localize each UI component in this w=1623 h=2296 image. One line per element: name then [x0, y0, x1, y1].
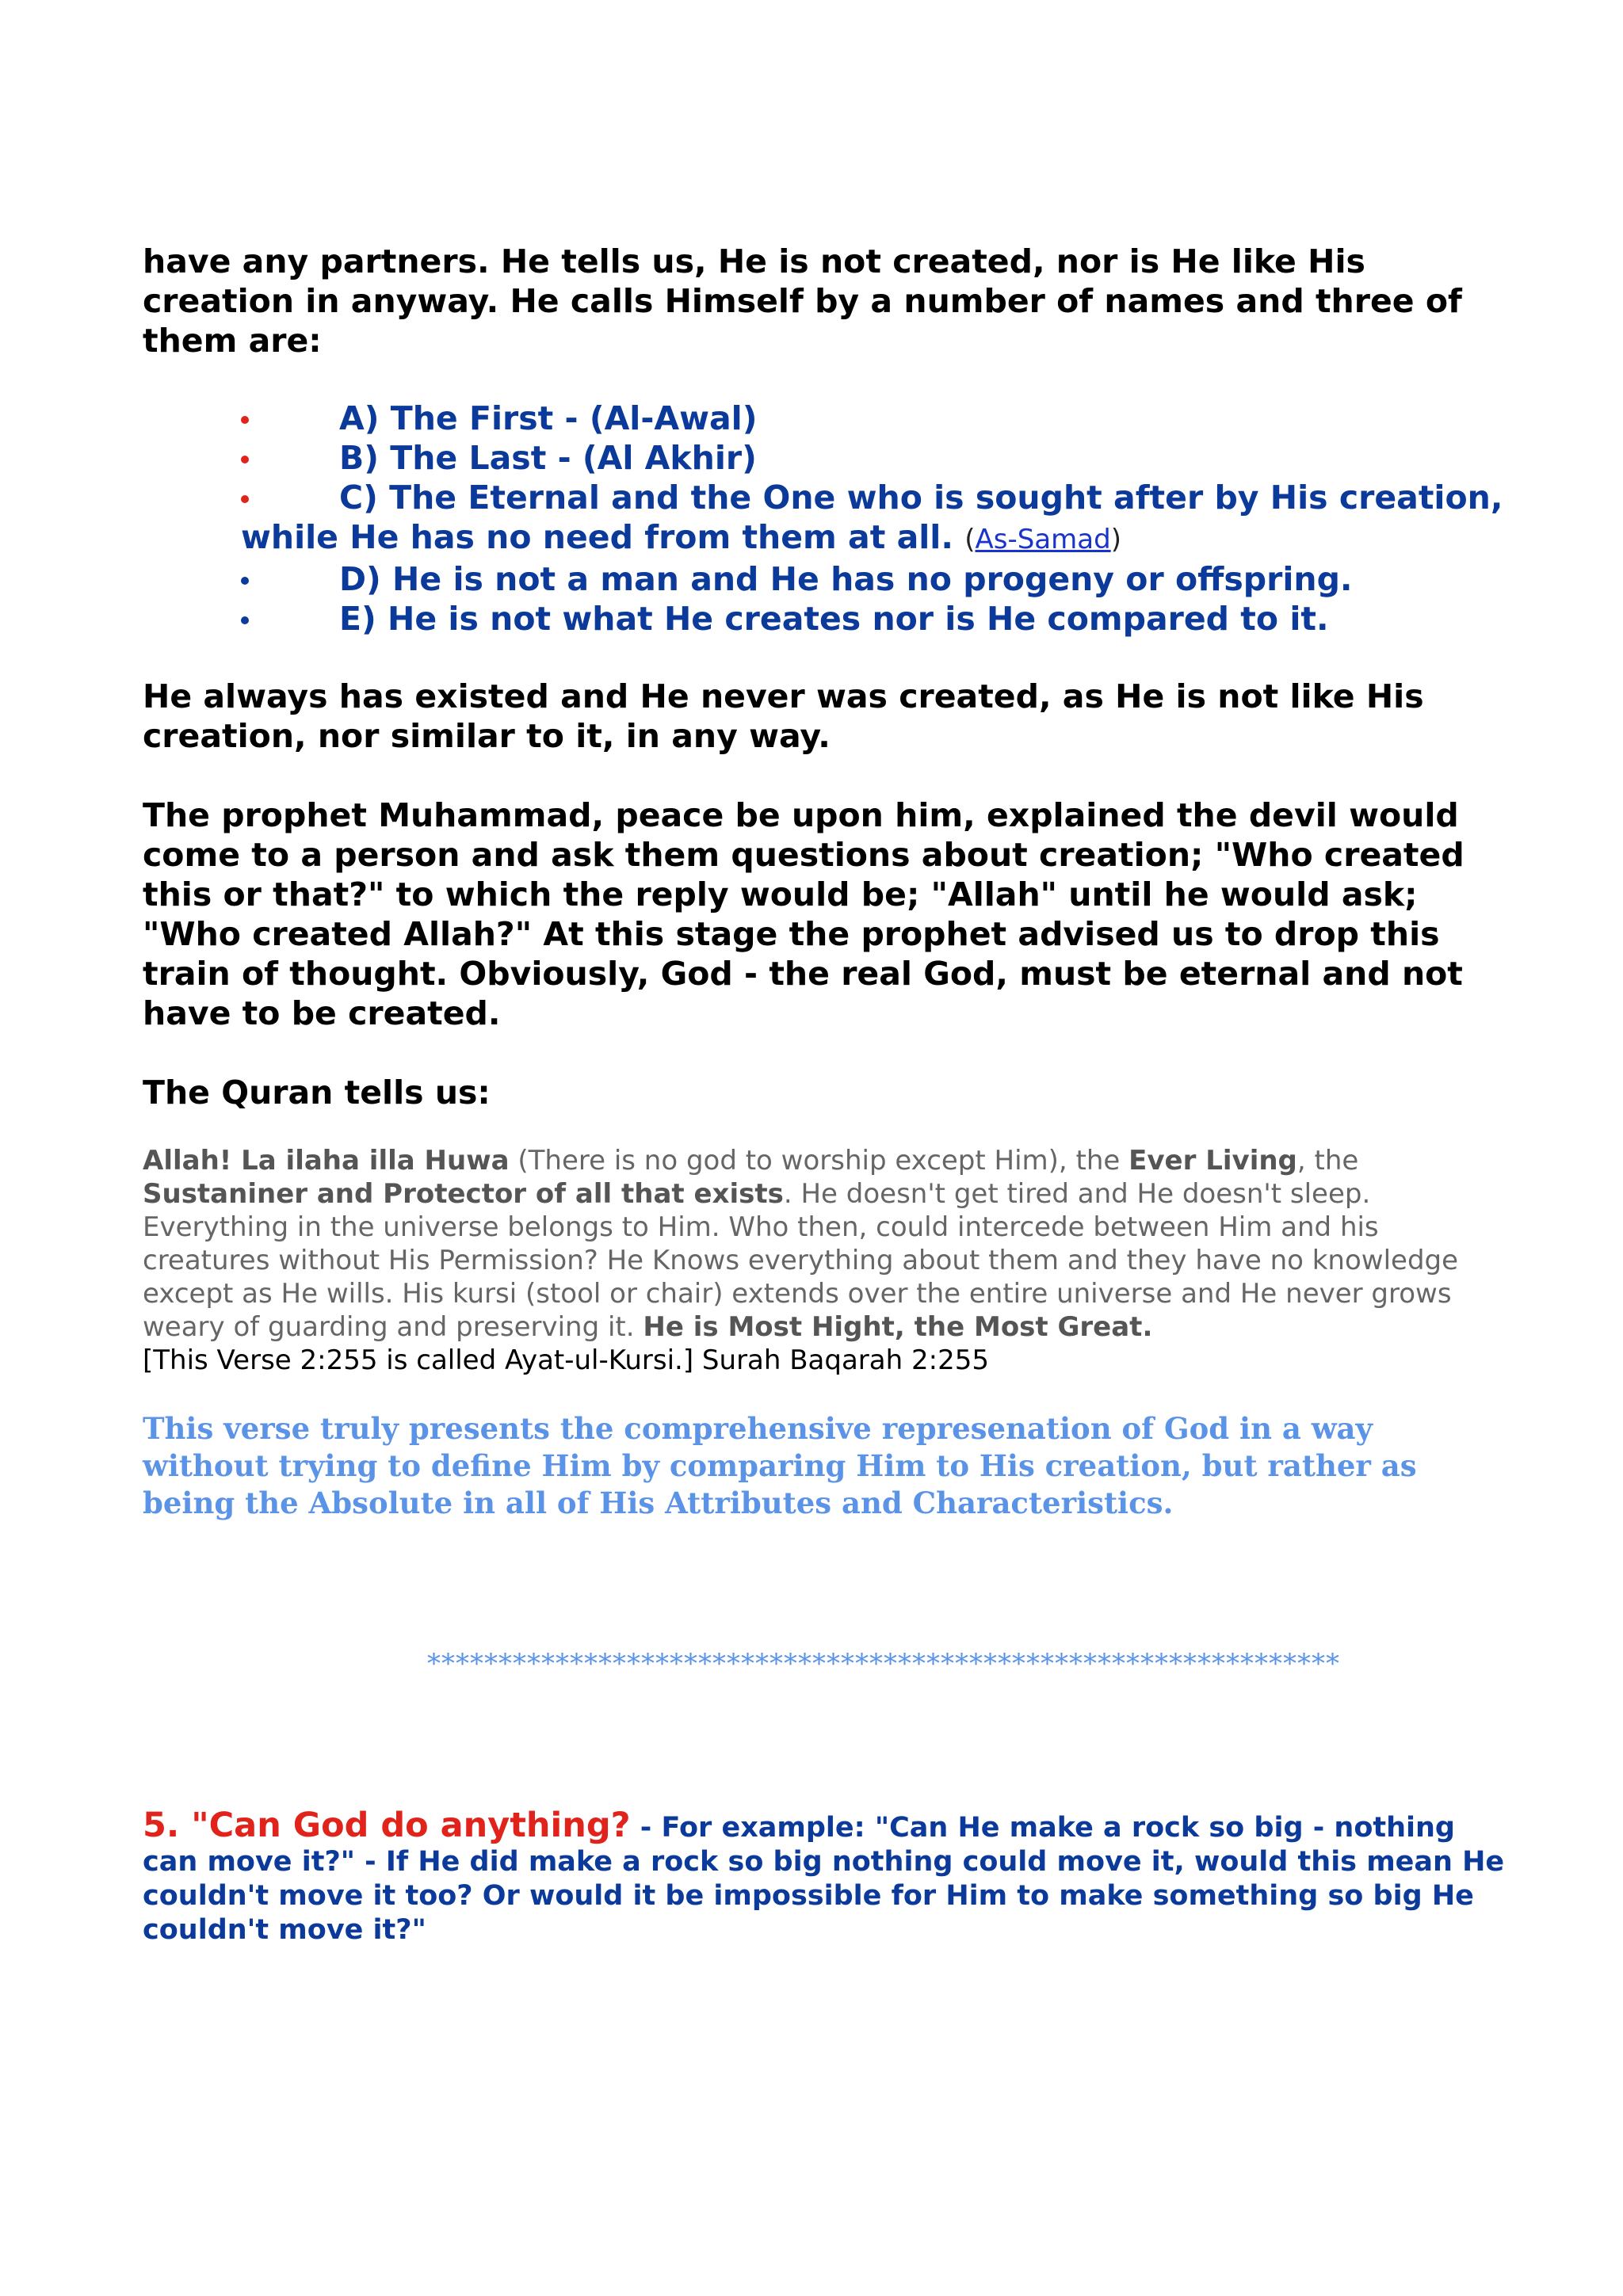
list-item: B) The Last - (Al Akhir) — [241, 438, 1506, 478]
list-item: A) The First - (Al-Awal) — [241, 399, 1506, 438]
quran-heading: The Quran tells us: — [143, 1074, 491, 1112]
commentary: This verse truly presents the comprehensive represenation of God in a way without trying to define Him by comparing Him to His creation, but rather as being the Absolute in all of His Attributes and Characteristics. — [143, 1411, 1417, 1520]
samad-reference: (As-Samad) — [964, 524, 1121, 555]
names-list — [143, 399, 1506, 639]
verse-text: Allah! La ilaha illa Huwa (There is no god to worship except Him), the Ever Living, the Sustaniner and Protector of all that exists. He doesn't get tired and He doesn't sleep. Everything in the universe belongs to Him. Who then, could intercede between Him and his creatures without His Permission? He Knows everything about them and they have no knowledge except as He wills. His kursi (stool or chair) extends over the entire universe and He never grows weary of guarding and preserving it. He is Most Hight, the Most Great. — [143, 1145, 1459, 1343]
bullet-icon — [241, 495, 249, 503]
prophet-paragraph: The prophet Muhammad, peace be upon him, explained the devil would come to a person and ask them questions about creation; "Who created this or that?" to which the reply would be; "Allah" until he would ask; "Who created Allah?" At this stage the prophet advised us to drop this train of thought. Obviously, God - the real God, must be eternal and not have to be created. — [143, 796, 1465, 1032]
question-heading: 5. "Can God do anything? — [143, 1806, 631, 1845]
existed-paragraph: He always has existed and He never was created, as He is not like His creation, nor similar to it, in any way. — [143, 677, 1424, 755]
bullet-icon — [241, 416, 249, 424]
list-item: E) He is not what He creates nor is He compared to it. — [241, 599, 1506, 639]
list-item: C) The Eternal and the One who is sought after by His creation, while He has no need from them at all. (As-Samad) — [241, 479, 1503, 556]
document-page — [143, 242, 1506, 1946]
verse-reference: [This Verse 2:255 is called Ayat-ul-Kursi.] Surah Baqarah 2:255 — [143, 1344, 989, 1376]
question-5 — [143, 1806, 1506, 1947]
question-body: - For example: "Can He make a rock so big - nothing can move it?" - If He did make a rock so big nothing could move it, would this mean He couldn't move it too? Or would it be impossible for Him to make something so big He couldn't move it?" — [143, 1812, 1505, 1946]
separator: **************************************************************** — [427, 1648, 1340, 1680]
list-item: D) He is not a man and He has no progeny or offspring. — [241, 559, 1506, 599]
bullet-icon — [241, 577, 249, 585]
bullet-icon — [241, 456, 249, 463]
bullet-icon — [241, 616, 249, 624]
intro-paragraph: have any partners. He tells us, He is not created, nor is He like His creation in anyway. He calls Himself by a number of names and three of them are: — [143, 242, 1462, 360]
as-samad-link[interactable]: As-Samad — [975, 524, 1111, 555]
